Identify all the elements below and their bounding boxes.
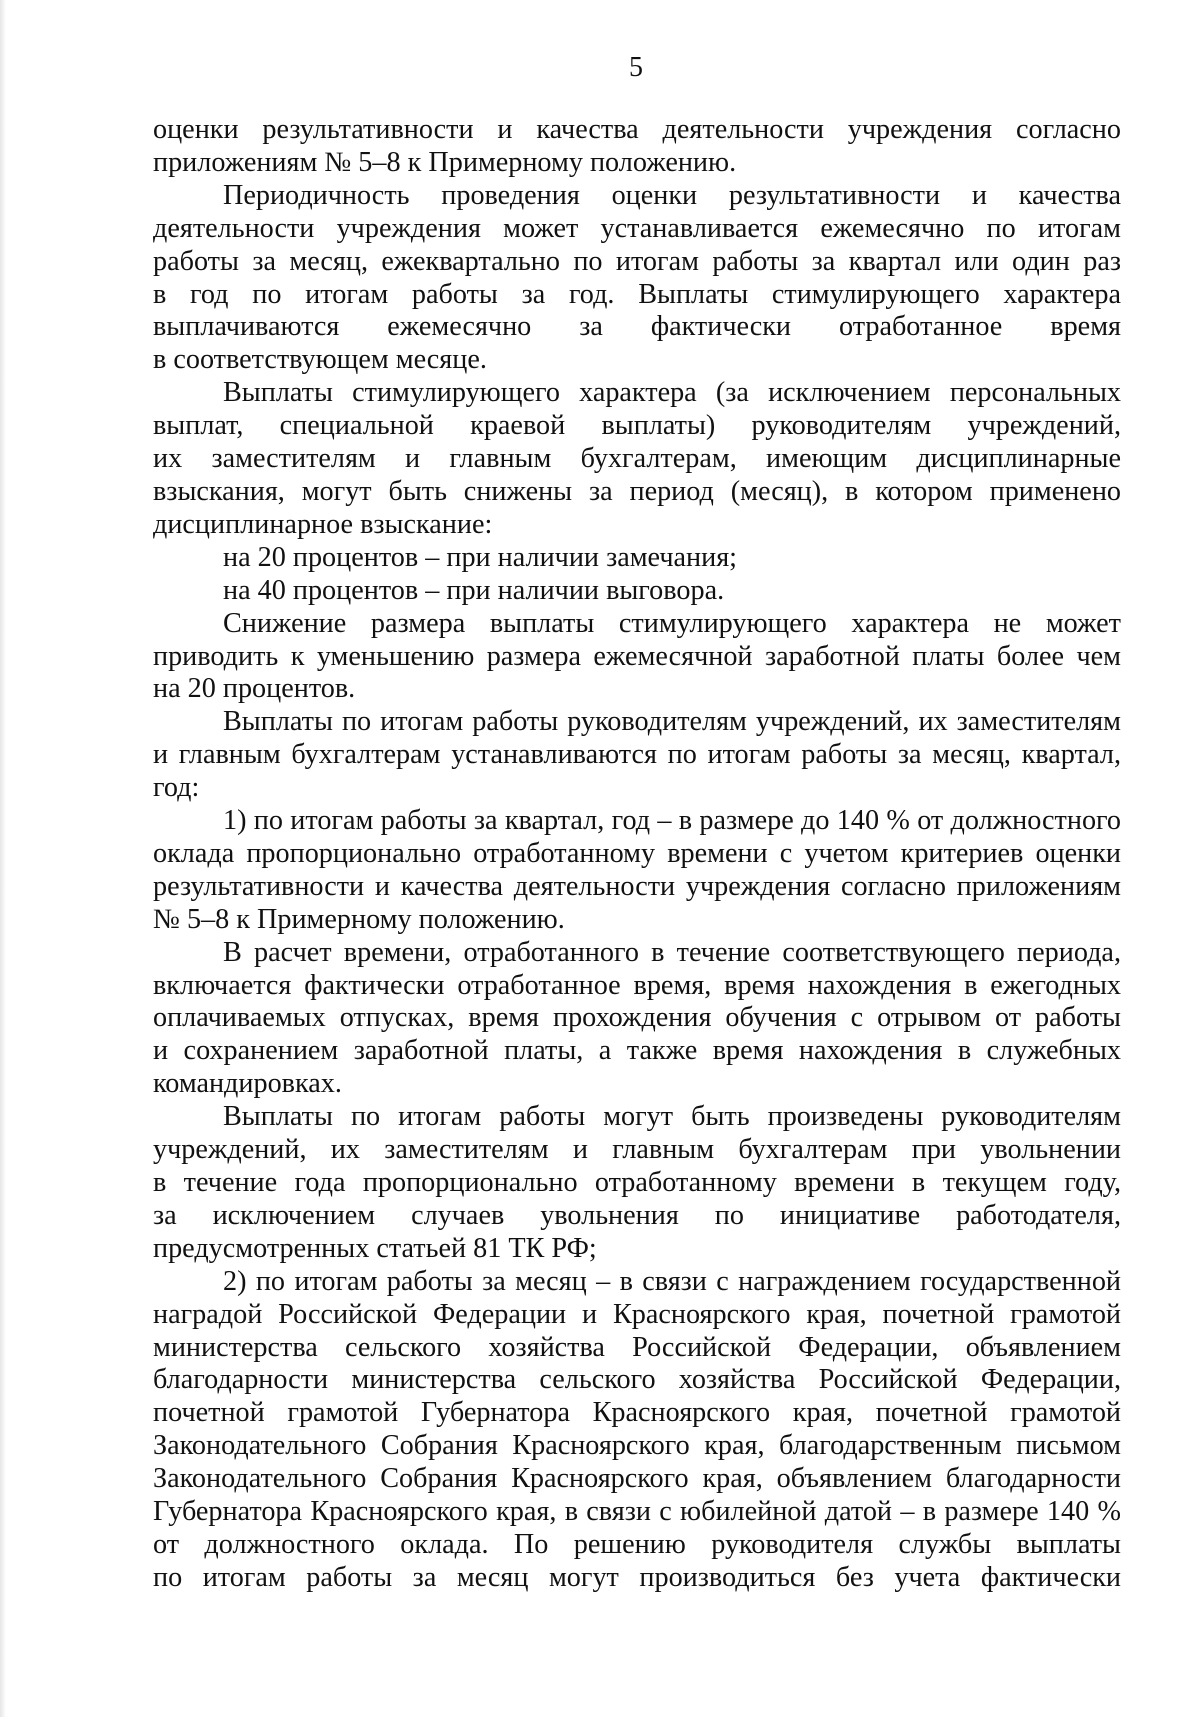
- text-line: Губернатора Красноярского края, в связи с юбилейной датой – в размере 140 %: [153, 1496, 1121, 1528]
- text-line: приводить к уменьшению размера ежемесячной заработной платы более чем: [153, 640, 1121, 672]
- text-line: оплачиваемых отпусках, время прохождения обучения с отрывом от работы: [153, 1002, 1121, 1034]
- text-line: на 40 процентов – при наличии выговора.: [223, 574, 725, 606]
- text-line: и главным бухгалтерам устанавливаются по итогам работы за месяц, квартал,: [153, 739, 1121, 771]
- text-line: выплат, специальной краевой выплаты) руководителям учреждений,: [153, 410, 1121, 442]
- text-line: министерства сельского хозяйства Российской Федерации, объявлением: [153, 1331, 1121, 1363]
- text-line: учреждений, их заместителям и главным бухгалтерам при увольнении: [153, 1134, 1121, 1166]
- text-line: Законодательного Собрания Красноярского края, объявлением благодарности: [153, 1463, 1121, 1495]
- text-line: Выплаты по итогам работы руководителям учреждений, их заместителям: [223, 706, 1121, 738]
- text-line: результативности и качества деятельности учреждения согласно приложениям: [153, 870, 1121, 902]
- text-line: № 5–8 к Примерному положению.: [153, 903, 565, 935]
- text-line: 2) по итогам работы за месяц – в связи с награждением государственной: [223, 1265, 1121, 1297]
- text-line: и сохранением заработной платы, а также время нахождения в служебных: [153, 1035, 1121, 1067]
- text-line: в течение года пропорционально отработанному времени в текущем году,: [153, 1167, 1121, 1198]
- text-line: наградой Российской Федерации и Красноярского края, почетной грамотой: [153, 1298, 1121, 1330]
- text-line: почетной грамотой Губернатора Красноярского края, почетной грамотой: [153, 1397, 1121, 1429]
- text-line: на 20 процентов – при наличии замечания;: [223, 541, 738, 573]
- text-line: на 20 процентов.: [153, 673, 356, 705]
- text-line: приложениям № 5–8 к Примерному положению.: [153, 146, 737, 178]
- text-line: деятельности учреждения может устанавливается ежемесячно по итогам: [153, 212, 1121, 244]
- text-line: Снижение размера выплаты стимулирующего характера не может: [223, 607, 1121, 639]
- text-line: В расчет времени, отработанного в течение соответствующего периода,: [223, 936, 1121, 968]
- text-line: Периодичность проведения оценки результативности и качества: [223, 179, 1121, 211]
- text-line: от должностного оклада. По решению руководителя службы выплаты: [153, 1528, 1121, 1560]
- text-line: Выплаты стимулирующего характера (за исключением персональных: [223, 377, 1121, 409]
- text-line: год:: [153, 772, 200, 804]
- text-line: взыскания, могут быть снижены за период (месяц), в котором применено: [153, 475, 1121, 507]
- text-line: в год по итогам работы за год. Выплаты стимулирующего характера: [153, 278, 1121, 310]
- text-line: Законодательного Собрания Красноярского края, благодарственным письмом: [153, 1430, 1121, 1462]
- text-line: выплачиваются ежемесячно за фактически отработанное время: [153, 311, 1121, 343]
- page-number: 5: [629, 52, 643, 83]
- text-line: включается фактически отработанное время, время нахождения в ежегодных: [153, 969, 1121, 1001]
- text-line: 1) по итогам работы за квартал, год – в размере до 140 % от должностного: [223, 805, 1121, 837]
- text-line: благодарности министерства сельского хозяйства Российской Федерации,: [153, 1364, 1121, 1396]
- text-line: за исключением случаев увольнения по инициативе работодателя,: [153, 1199, 1121, 1231]
- page-edge-shadow: [0, 0, 6, 1717]
- text-line: дисциплинарное взыскание:: [153, 508, 493, 540]
- text-line: оценки результативности и качества деятельности учреждения согласно: [153, 114, 1121, 145]
- text-line: командировках.: [153, 1068, 342, 1100]
- text-line: предусмотренных статьей 81 ТК РФ;: [153, 1232, 597, 1264]
- text-line: в соответствующем месяце.: [153, 344, 487, 376]
- text-line: их заместителям и главным бухгалтерам, имеющим дисциплинарные: [153, 443, 1121, 475]
- text-line: работы за месяц, ежеквартально по итогам работы за квартал или один раз: [153, 245, 1121, 277]
- text-line: Выплаты по итогам работы могут быть произведены руководителям: [223, 1101, 1121, 1133]
- text-line: по итогам работы за месяц могут производиться без учета фактически: [153, 1561, 1121, 1593]
- text-line: оклада пропорционально отработанному времени с учетом критериев оценки: [153, 837, 1121, 869]
- document-body: [153, 114, 1121, 1595]
